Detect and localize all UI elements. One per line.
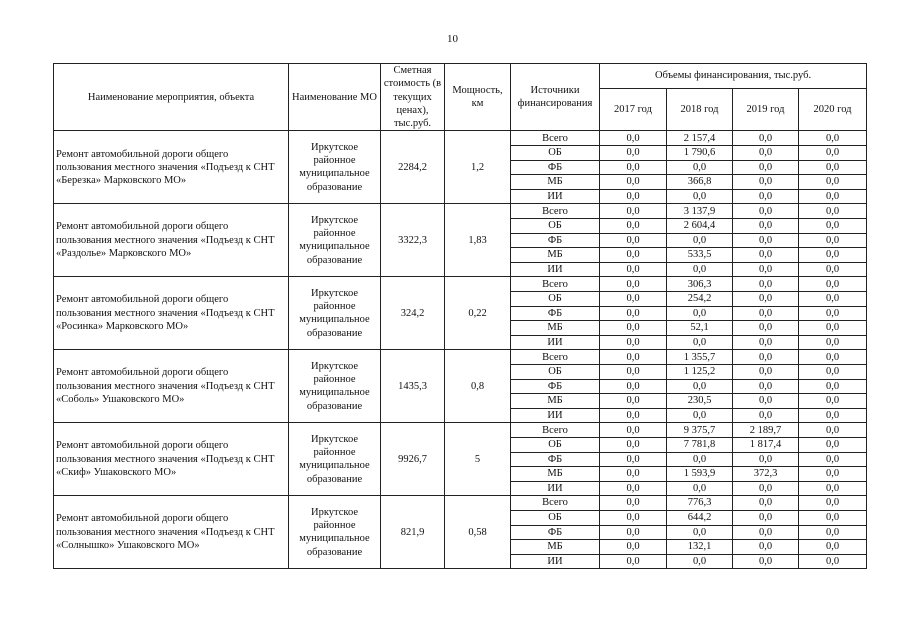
funding-value: 0,0	[600, 394, 667, 409]
project-name: Ремонт автомобильной дороги общего пользования местного значения «Подъезд к СНТ «Росинка» Марковского МО»	[54, 277, 289, 350]
funding-value: 0,0	[667, 160, 733, 175]
funding-source: МБ	[511, 321, 600, 336]
funding-value: 0,0	[733, 554, 799, 569]
funding-value: 0,0	[799, 262, 867, 277]
funding-source: ИИ	[511, 554, 600, 569]
funding-value: 0,0	[600, 321, 667, 336]
project-mo: Иркутское районное муниципальное образование	[289, 496, 381, 569]
funding-value: 0,0	[799, 306, 867, 321]
funding-value: 0,0	[600, 175, 667, 190]
funding-value: 0,0	[667, 379, 733, 394]
funding-value: 0,0	[799, 131, 867, 146]
funding-value: 0,0	[733, 394, 799, 409]
funding-source: ОБ	[511, 437, 600, 452]
funding-value: 0,0	[667, 189, 733, 204]
funding-value: 306,3	[667, 277, 733, 292]
funding-value: 0,0	[733, 335, 799, 350]
project-capacity: 1,83	[445, 204, 511, 277]
funding-value: 0,0	[733, 262, 799, 277]
funding-value: 2 189,7	[733, 423, 799, 438]
project-cost: 821,9	[381, 496, 445, 569]
funding-value: 0,0	[799, 379, 867, 394]
funding-value: 3 137,9	[667, 204, 733, 219]
funding-source: МБ	[511, 467, 600, 482]
funding-value: 0,0	[799, 189, 867, 204]
funding-source: МБ	[511, 175, 600, 190]
table-row	[54, 496, 867, 511]
funding-source: МБ	[511, 394, 600, 409]
project-name: Ремонт автомобильной дороги общего пользования местного значения «Подъезд к СНТ «Раздолье» Марковского МО»	[54, 204, 289, 277]
financing-table	[53, 63, 867, 569]
project-mo: Иркутское районное муниципальное образование	[289, 277, 381, 350]
funding-value: 0,0	[799, 146, 867, 161]
funding-value: 0,0	[799, 204, 867, 219]
project-capacity: 1,2	[445, 131, 511, 204]
funding-value: 0,0	[799, 219, 867, 234]
funding-value: 0,0	[600, 335, 667, 350]
funding-source: ФБ	[511, 525, 600, 540]
project-mo: Иркутское районное муниципальное образование	[289, 204, 381, 277]
funding-source: ОБ	[511, 364, 600, 379]
funding-source: Всего	[511, 350, 600, 365]
funding-value: 0,0	[799, 394, 867, 409]
funding-value: 0,0	[799, 496, 867, 511]
funding-source: ФБ	[511, 233, 600, 248]
funding-value: 0,0	[733, 496, 799, 511]
funding-value: 1 355,7	[667, 350, 733, 365]
funding-value: 0,0	[667, 408, 733, 423]
funding-value: 1 125,2	[667, 364, 733, 379]
funding-value: 0,0	[733, 204, 799, 219]
funding-source: ОБ	[511, 219, 600, 234]
header-mo: Наименование МО	[289, 64, 381, 131]
funding-value: 0,0	[799, 554, 867, 569]
funding-value: 0,0	[667, 335, 733, 350]
funding-value: 0,0	[733, 131, 799, 146]
funding-value: 0,0	[799, 423, 867, 438]
project-capacity: 0,58	[445, 496, 511, 569]
funding-value: 0,0	[600, 554, 667, 569]
project-cost: 1435,3	[381, 350, 445, 423]
funding-value: 0,0	[600, 467, 667, 482]
funding-source: ОБ	[511, 292, 600, 307]
funding-value: 0,0	[733, 481, 799, 496]
funding-value: 2 604,4	[667, 219, 733, 234]
funding-value: 0,0	[733, 146, 799, 161]
funding-value: 9 375,7	[667, 423, 733, 438]
funding-value: 0,0	[667, 554, 733, 569]
funding-value: 0,0	[799, 437, 867, 452]
page-number: 10	[447, 33, 458, 45]
funding-source: ИИ	[511, 189, 600, 204]
project-capacity: 5	[445, 423, 511, 496]
funding-value: 0,0	[799, 233, 867, 248]
funding-value: 0,0	[733, 364, 799, 379]
funding-value: 0,0	[600, 496, 667, 511]
project-capacity: 0,22	[445, 277, 511, 350]
funding-source: ОБ	[511, 510, 600, 525]
header-year: 2018 год	[667, 89, 733, 131]
table-row	[54, 204, 867, 219]
funding-value: 2 157,4	[667, 131, 733, 146]
funding-value: 644,2	[667, 510, 733, 525]
funding-value: 0,0	[799, 481, 867, 496]
funding-source: ФБ	[511, 160, 600, 175]
funding-value: 1 790,6	[667, 146, 733, 161]
funding-source: ОБ	[511, 146, 600, 161]
project-capacity: 0,8	[445, 350, 511, 423]
funding-value: 132,1	[667, 540, 733, 555]
project-name: Ремонт автомобильной дороги общего пользования местного значения «Подъезд к СНТ «Солнышко» Ушаковского МО»	[54, 496, 289, 569]
funding-value: 0,0	[799, 160, 867, 175]
funding-source: Всего	[511, 277, 600, 292]
funding-value: 0,0	[600, 292, 667, 307]
funding-value: 0,0	[733, 510, 799, 525]
funding-value: 0,0	[799, 248, 867, 263]
funding-value: 0,0	[600, 306, 667, 321]
funding-value: 0,0	[799, 277, 867, 292]
funding-value: 0,0	[667, 452, 733, 467]
funding-value: 366,8	[667, 175, 733, 190]
funding-value: 0,0	[733, 408, 799, 423]
header-name: Наименование мероприятия, объекта	[54, 64, 289, 131]
project-name: Ремонт автомобильной дороги общего пользования местного значения «Подъезд к СНТ «Соболь» Ушаковского МО»	[54, 350, 289, 423]
funding-source: Всего	[511, 204, 600, 219]
funding-value: 52,1	[667, 321, 733, 336]
header-volumes: Объемы финансирования, тыс.руб.	[600, 64, 867, 89]
project-cost: 324,2	[381, 277, 445, 350]
funding-value: 0,0	[667, 233, 733, 248]
funding-value: 0,0	[600, 219, 667, 234]
funding-value: 0,0	[799, 510, 867, 525]
funding-value: 0,0	[600, 189, 667, 204]
funding-value: 0,0	[600, 408, 667, 423]
funding-value: 372,3	[733, 467, 799, 482]
funding-value: 0,0	[733, 525, 799, 540]
project-mo: Иркутское районное муниципальное образование	[289, 423, 381, 496]
funding-value: 0,0	[733, 350, 799, 365]
project-cost: 9926,7	[381, 423, 445, 496]
funding-value: 0,0	[667, 262, 733, 277]
funding-value: 0,0	[733, 189, 799, 204]
funding-value: 0,0	[799, 467, 867, 482]
funding-value: 7 781,8	[667, 437, 733, 452]
header-cost: Сметная стоимость (в текущих ценах), тыс.руб.	[381, 64, 445, 131]
funding-source: Всего	[511, 131, 600, 146]
funding-value: 0,0	[600, 525, 667, 540]
project-cost: 3322,3	[381, 204, 445, 277]
funding-value: 0,0	[799, 335, 867, 350]
funding-value: 0,0	[799, 364, 867, 379]
funding-value: 0,0	[600, 160, 667, 175]
funding-value: 0,0	[667, 481, 733, 496]
project-mo: Иркутское районное муниципальное образование	[289, 131, 381, 204]
header-capacity: Мощность, км	[445, 64, 511, 131]
funding-value: 0,0	[799, 292, 867, 307]
header-year: 2019 год	[733, 89, 799, 131]
funding-source: МБ	[511, 248, 600, 263]
funding-value: 0,0	[600, 364, 667, 379]
funding-value: 230,5	[667, 394, 733, 409]
funding-value: 776,3	[667, 496, 733, 511]
funding-value: 0,0	[799, 350, 867, 365]
funding-value: 0,0	[733, 277, 799, 292]
table-body	[54, 131, 867, 569]
project-name: Ремонт автомобильной дороги общего пользования местного значения «Подъезд к СНТ «Березка» Марковского МО»	[54, 131, 289, 204]
table-row	[54, 350, 867, 365]
funding-value: 0,0	[799, 175, 867, 190]
funding-value: 0,0	[733, 540, 799, 555]
funding-value: 0,0	[733, 379, 799, 394]
funding-value: 0,0	[600, 277, 667, 292]
funding-value: 0,0	[799, 525, 867, 540]
funding-value: 1 817,4	[733, 437, 799, 452]
funding-source: ФБ	[511, 379, 600, 394]
funding-value: 0,0	[600, 204, 667, 219]
funding-value: 0,0	[600, 437, 667, 452]
funding-value: 0,0	[799, 540, 867, 555]
funding-value: 0,0	[799, 321, 867, 336]
funding-value: 0,0	[600, 379, 667, 394]
funding-source: ИИ	[511, 262, 600, 277]
funding-value: 0,0	[733, 292, 799, 307]
funding-value: 0,0	[733, 219, 799, 234]
header-year: 2020 год	[799, 89, 867, 131]
funding-value: 0,0	[733, 321, 799, 336]
funding-value: 0,0	[733, 175, 799, 190]
funding-source: Всего	[511, 423, 600, 438]
funding-value: 1 593,9	[667, 467, 733, 482]
funding-value: 0,0	[600, 248, 667, 263]
funding-value: 0,0	[733, 452, 799, 467]
funding-value: 0,0	[733, 160, 799, 175]
project-mo: Иркутское районное муниципальное образование	[289, 350, 381, 423]
project-cost: 2284,2	[381, 131, 445, 204]
funding-source: ФБ	[511, 306, 600, 321]
funding-value: 0,0	[667, 525, 733, 540]
funding-value: 0,0	[600, 540, 667, 555]
table-row	[54, 277, 867, 292]
funding-value: 0,0	[600, 481, 667, 496]
funding-value: 254,2	[667, 292, 733, 307]
funding-source: ИИ	[511, 481, 600, 496]
funding-value: 0,0	[799, 408, 867, 423]
header-sources: Источники финансирования	[511, 64, 600, 131]
funding-source: ФБ	[511, 452, 600, 467]
header-year: 2017 год	[600, 89, 667, 131]
funding-value: 0,0	[799, 452, 867, 467]
table-header	[54, 64, 867, 131]
funding-source: Всего	[511, 496, 600, 511]
table-row	[54, 131, 867, 146]
funding-value: 0,0	[600, 131, 667, 146]
funding-source: МБ	[511, 540, 600, 555]
funding-source: ИИ	[511, 408, 600, 423]
funding-value: 0,0	[733, 233, 799, 248]
funding-value: 0,0	[600, 233, 667, 248]
funding-value: 0,0	[600, 262, 667, 277]
funding-value: 0,0	[600, 510, 667, 525]
funding-value: 0,0	[667, 306, 733, 321]
funding-value: 0,0	[733, 306, 799, 321]
funding-value: 0,0	[600, 350, 667, 365]
funding-value: 0,0	[733, 248, 799, 263]
funding-value: 0,0	[600, 146, 667, 161]
funding-value: 0,0	[600, 452, 667, 467]
funding-source: ИИ	[511, 335, 600, 350]
table-row	[54, 423, 867, 438]
funding-value: 0,0	[600, 423, 667, 438]
project-name: Ремонт автомобильной дороги общего пользования местного значения «Подъезд к СНТ «Скиф» Ушаковского МО»	[54, 423, 289, 496]
funding-value: 533,5	[667, 248, 733, 263]
